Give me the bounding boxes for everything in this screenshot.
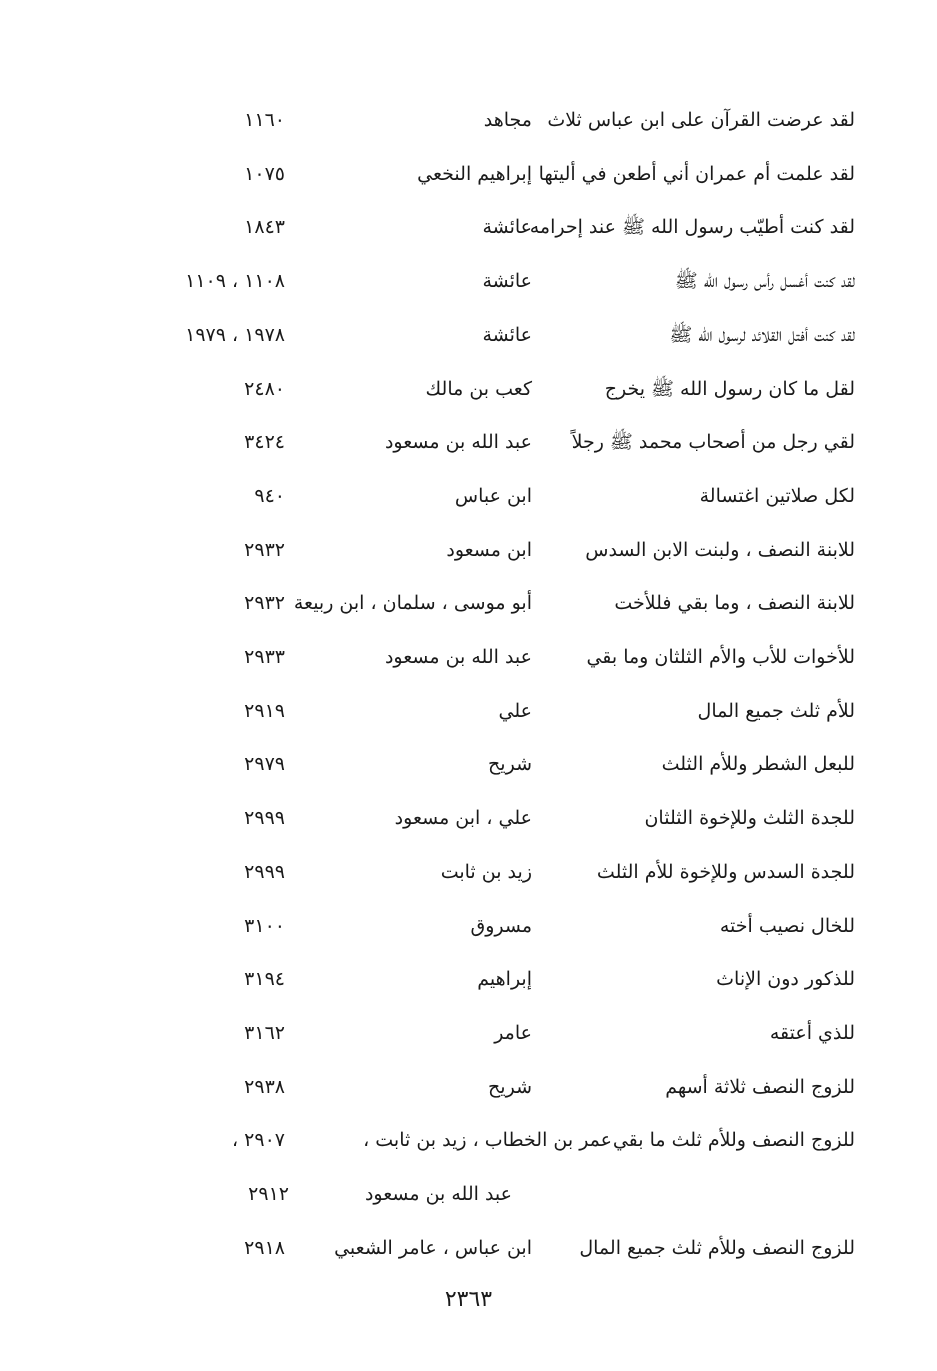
hadith-incipit: للزوج النصف ثلاثة أسهم bbox=[665, 1075, 855, 1098]
narrator: عائشة bbox=[482, 216, 532, 239]
hadith-incipit: لقي رجل من أصحاب محمد ﷺ رجلاً bbox=[571, 431, 855, 454]
hadith-number: ٣١٦٢ bbox=[244, 1021, 285, 1044]
hadith-number: ٢٩٣٨ bbox=[244, 1075, 285, 1098]
hadith-number: ٣١٠٠ bbox=[244, 914, 285, 937]
hadith-incipit: لكل صلاتين اغتسالة bbox=[699, 484, 855, 507]
hadith-number: ٩٤٠ bbox=[254, 484, 285, 507]
index-row bbox=[0, 583, 937, 623]
hadith-number: ٢٩٣٣ bbox=[244, 646, 285, 668]
hadith-incipit: للذي أعتقه bbox=[769, 1021, 855, 1044]
hadith-number: ٢٤٨٠ bbox=[244, 377, 285, 400]
hadith-incipit: للبعل الشطر وللأم الثلث bbox=[661, 753, 855, 776]
index-row bbox=[0, 530, 937, 570]
hadith-number: ٣٤٢٤ bbox=[244, 431, 285, 454]
index-row bbox=[0, 906, 937, 946]
hadith-number: ٢٩٠٧ ، bbox=[232, 1129, 285, 1152]
hadith-number: ١٩٧٨ ، ١٩٧٩ bbox=[185, 323, 285, 346]
narrator: عائشة bbox=[482, 323, 532, 346]
index-row bbox=[0, 637, 937, 677]
index-row bbox=[0, 100, 937, 140]
narrator: عمر بن الخطاب ، زيد بن ثابت ، bbox=[363, 1129, 612, 1152]
index-row bbox=[0, 798, 937, 838]
narrator: عامر bbox=[494, 1021, 532, 1044]
narrator: ابن مسعود bbox=[446, 538, 532, 561]
hadith-incipit: لقد علمت أم عمران أني أطعن في أليتها bbox=[538, 162, 855, 185]
index-row bbox=[0, 315, 937, 355]
index-row bbox=[0, 476, 937, 516]
hadith-incipit: للأخوات للأب والأم الثلثان وما بقي bbox=[586, 646, 855, 668]
narrator: شريح bbox=[488, 753, 532, 776]
narrator: علي bbox=[498, 699, 532, 722]
hadith-incipit: للأم ثلث جميع المال bbox=[697, 699, 855, 722]
page-number: ٢٣٦٣ bbox=[444, 1287, 493, 1312]
narrator: علي ، ابن مسعود bbox=[394, 807, 532, 830]
narrator: إبراهيم bbox=[477, 968, 532, 991]
index-row bbox=[0, 744, 937, 784]
hadith-number: ٣١٩٤ bbox=[244, 968, 285, 991]
hadith-incipit: لقد كنت أفتل القلائد لرسول الله ﷺ bbox=[669, 323, 855, 346]
index-row bbox=[0, 154, 937, 194]
hadith-number: ٢٩٧٩ bbox=[244, 753, 285, 776]
hadith-incipit: لقد كنت أغسل رأس رسول الله ﷺ bbox=[674, 270, 855, 293]
hadith-number: ١١٠٨ ، ١١٠٩ bbox=[185, 270, 285, 293]
narrator: عبد الله بن مسعود bbox=[384, 646, 532, 668]
index-row bbox=[0, 369, 937, 409]
hadith-incipit: للزوج النصف وللأم ثلث ما بقي bbox=[612, 1129, 855, 1152]
hadith-number: ٢٩٣٢ bbox=[244, 592, 285, 615]
hadith-incipit: للذكور دون الإناث bbox=[716, 968, 855, 991]
hadith-incipit: لقد عرضت القرآن على ابن عباس ثلاث bbox=[547, 109, 855, 131]
hadith-number: ٢٩١٢ bbox=[248, 1183, 289, 1205]
index-row bbox=[0, 1228, 937, 1268]
hadith-incipit: للابنة النصف ، ولبنت الابن السدس bbox=[585, 538, 855, 561]
hadith-incipit: للجدة الثلث وللإخوة الثلثان bbox=[644, 807, 855, 830]
index-row bbox=[0, 1174, 937, 1214]
narrator: عبد الله بن مسعود bbox=[384, 431, 532, 454]
hadith-incipit: للخال نصيب أخته bbox=[719, 914, 855, 937]
narrator: ابن عباس bbox=[454, 484, 532, 507]
hadith-number: ٢٩١٩ bbox=[244, 699, 285, 722]
hadith-number: ٢٩١٨ bbox=[244, 1236, 285, 1259]
narrator: شريح bbox=[488, 1075, 532, 1098]
hadith-incipit: للابنة النصف ، وما بقي فللأخت bbox=[614, 592, 855, 615]
hadith-number: ٢٩٩٩ bbox=[244, 860, 285, 883]
hadith-incipit: للزوج النصف وللأم ثلث جميع المال bbox=[579, 1236, 855, 1259]
index-row bbox=[0, 1013, 937, 1053]
narrator: كعب بن مالك bbox=[425, 377, 532, 400]
hadith-number: ٢٩٣٢ bbox=[244, 538, 285, 561]
hadith-number: ١٨٤٣ bbox=[244, 216, 285, 239]
index-row bbox=[0, 261, 937, 301]
index-row bbox=[0, 959, 937, 999]
narrator: مجاهد bbox=[483, 109, 532, 131]
index-row bbox=[0, 1067, 937, 1107]
narrator: أبو موسى ، سلمان ، ابن ربيعة bbox=[293, 592, 532, 615]
hadith-number: ٢٩٩٩ bbox=[244, 807, 285, 830]
narrator: عائشة bbox=[482, 270, 532, 293]
narrator: عبد الله بن مسعود bbox=[364, 1183, 512, 1205]
narrator: مسروق bbox=[470, 914, 532, 937]
narrator: إبراهيم النخعي bbox=[417, 162, 532, 185]
index-row bbox=[0, 691, 937, 731]
narrator: ابن عباس ، عامر الشعبي bbox=[334, 1236, 532, 1259]
narrator: زيد بن ثابت bbox=[440, 860, 532, 883]
index-row bbox=[0, 422, 937, 462]
hadith-incipit: لقل ما كان رسول الله ﷺ يخرج bbox=[604, 377, 855, 400]
hadith-number: ١١٦٠ bbox=[244, 109, 285, 131]
index-row bbox=[0, 852, 937, 892]
index-row bbox=[0, 207, 937, 247]
hadith-number: ١٠٧٥ bbox=[244, 162, 285, 185]
hadith-incipit: لقد كنت أطيّب رسول الله ﷺ عند إحرامه bbox=[529, 216, 855, 239]
hadith-incipit: للجدة السدس وللإخوة للأم الثلث bbox=[596, 860, 855, 883]
index-row bbox=[0, 1120, 937, 1160]
